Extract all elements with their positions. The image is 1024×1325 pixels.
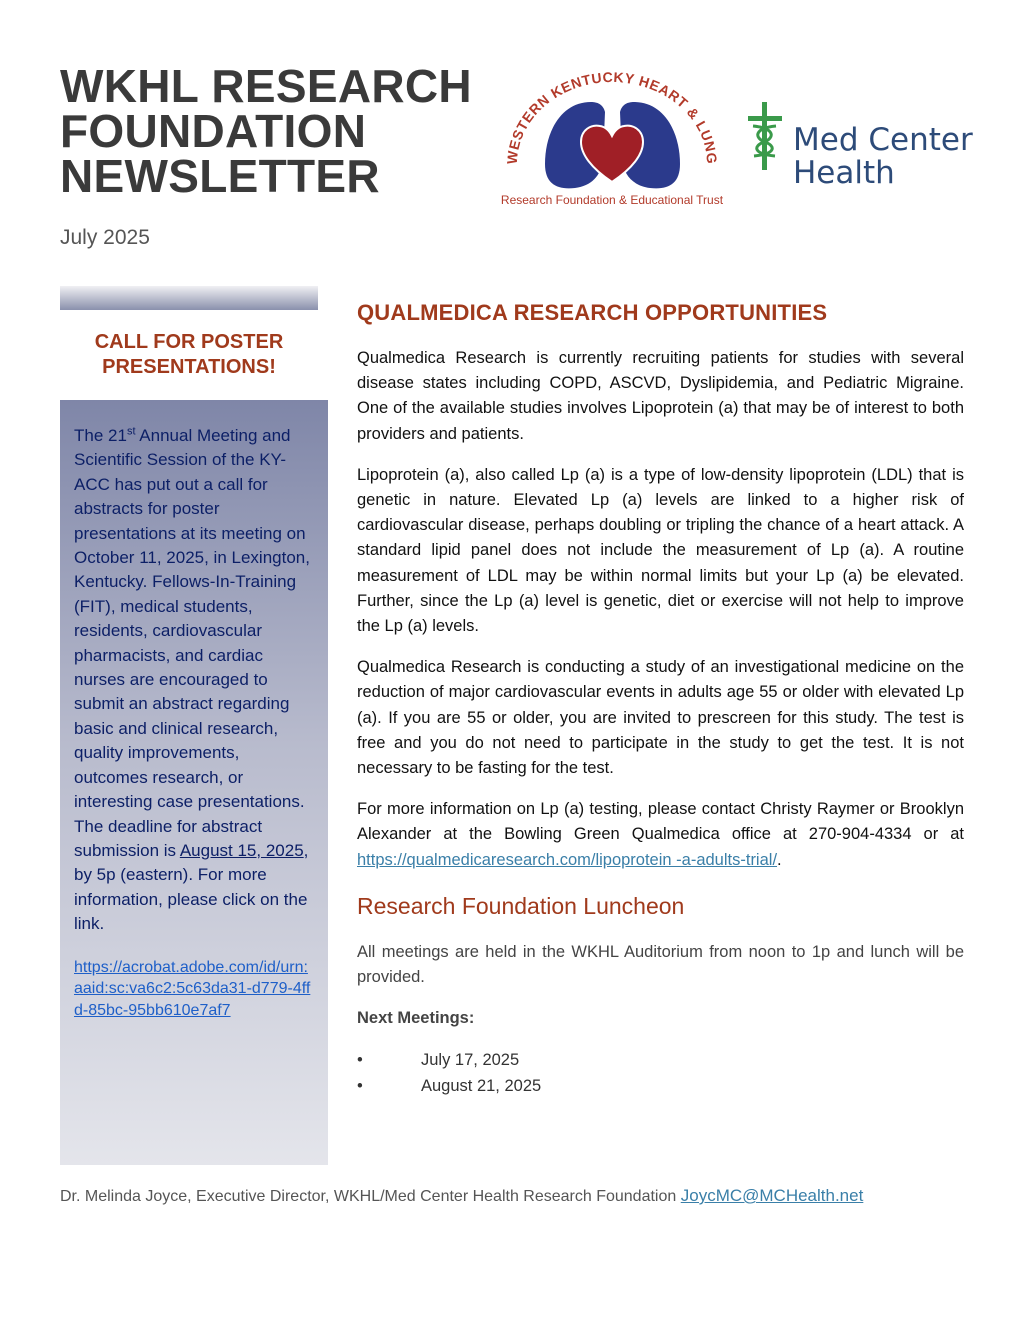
abstract-submission-link[interactable]: https://acrobat.adobe.com/id/urn:aaid:sc:va6c2:5c63da31-d779-4ffd-85bc-95bb610e7af7: [74, 958, 311, 1019]
qualmedica-trial-link[interactable]: https://qualmedicaresearch.com/lipoprotein -a-adults-trial/: [357, 850, 778, 869]
issue-date: July 2025: [60, 226, 150, 249]
wkhl-logo: [495, 72, 730, 212]
body-text: For more information on Lp (a) testing, please contact Christy Raymer or Brooklyn Alexander at the Bowling Green Qualmedica office at 270-904-4334 or at: [357, 800, 964, 844]
caduceus-icon: [745, 102, 785, 170]
newsletter-title: [60, 60, 490, 202]
body-text: , by 5p (eastern). For more information, please click on the link.: [74, 840, 309, 934]
paragraph: Qualmedica Research is currently recruiting patients for studies with several disease states including COPD, ASCVD, Dyslipidemia, and Pediatric Migraine. One of the available studies involves Lipoprotein (a) that may be of interest to both providers and patients.: [357, 349, 964, 443]
meeting-list: [357, 1047, 964, 1099]
logo-wordmark: [793, 124, 973, 190]
title-line: WKHL RESEARCH: [60, 60, 472, 112]
logo-line: Health: [793, 155, 895, 191]
title-line: FOUNDATION: [60, 105, 367, 157]
contact-paragraph: [357, 797, 964, 873]
footer-text: Dr. Melinda Joyce, Executive Director, WKHL/Med Center Health Research Foundation: [60, 1188, 677, 1205]
list-item: [357, 1047, 964, 1073]
ordinal-suffix: st: [126, 425, 136, 438]
sidebar-panel: [60, 400, 328, 1165]
body-text: Annual Meeting and Scientific Session of the KY-ACC has put out a call for abstracts for poster presentations at its meeting on October 11, 2025, in Lexington, Kentucky. Fellows-In-Training (FIT), medical students, residents, cardiovascular pharmacists, and cardiac nurses are encouraged to submit an abstract regarding basic and clinical research, quality improvements, outcomes research, or interesting case presentations. The deadline for abstract submission is: [74, 426, 310, 860]
logo-line: Med Center: [793, 122, 973, 158]
body-text: .: [777, 850, 782, 869]
list-item: [357, 1073, 964, 1099]
paragraph: Lipoprotein (a), also called Lp (a) is a type of low-density lipoprotein (LDL) that is genetic in nature. Elevated Lp (a) levels are linked to a higher risk of cardiovascular disease, perhaps doubling or tripling the chance of a heart attack. A standard lipid panel does not include the measurement of Lp (a). A routine measurement of LDL may be within normal limits but your Lp (a) be elevated. Further, since the Lp (a) level is genetic, diet or exercise will not help to improve the Lp (a) levels.: [357, 465, 964, 636]
logo-subtitle: Research Foundation & Educational Trust: [500, 193, 724, 207]
section-heading-luncheon: Research Foundation Luncheon: [357, 892, 685, 919]
next-meetings-label: Next Meetings:: [357, 1009, 475, 1028]
contact-email-link[interactable]: JoycMC@MCHealth.net: [680, 1186, 864, 1205]
bullet-icon: •: [357, 1051, 363, 1070]
heart-lungs-icon: [495, 72, 730, 212]
footer: [60, 1186, 990, 1206]
paragraph: All meetings are held in the WKHL Auditorium from noon to 1p and lunch will be provided.: [357, 942, 964, 987]
callout-heading: [60, 330, 318, 380]
deadline-date: August 15, 2025: [179, 840, 304, 860]
bullet-icon: •: [357, 1077, 363, 1096]
section-heading-qualmedica: QUALMEDICA RESEARCH OPPORTUNITIES: [357, 300, 828, 325]
main-content: [357, 300, 964, 1099]
med-center-health-logo: [745, 100, 990, 195]
sidebar-accent-bar: [60, 286, 318, 310]
title-line: NEWSLETTER: [60, 150, 380, 202]
sidebar-body: [74, 424, 314, 937]
body-text: The 21: [74, 426, 127, 445]
callout-line: CALL FOR POSTER: [94, 331, 284, 353]
meeting-date: July 17, 2025: [421, 1051, 520, 1070]
paragraph: Qualmedica Research is conducting a study of an investigational medicine on the reduction of major cardiovascular events in adults age 55 or older with elevated Lp (a). If you are 55 or older, you are invited to prescreen for this study. The test is free and you do not need to participate in the study to get the test. It is not necessary to be fasting for the test.: [357, 658, 964, 778]
callout-line: PRESENTATIONS!: [102, 356, 276, 378]
meeting-date: August 21, 2025: [421, 1077, 542, 1096]
logo-arc-text: WESTERN KENTUCKY HEART & LUNG: [503, 72, 721, 165]
